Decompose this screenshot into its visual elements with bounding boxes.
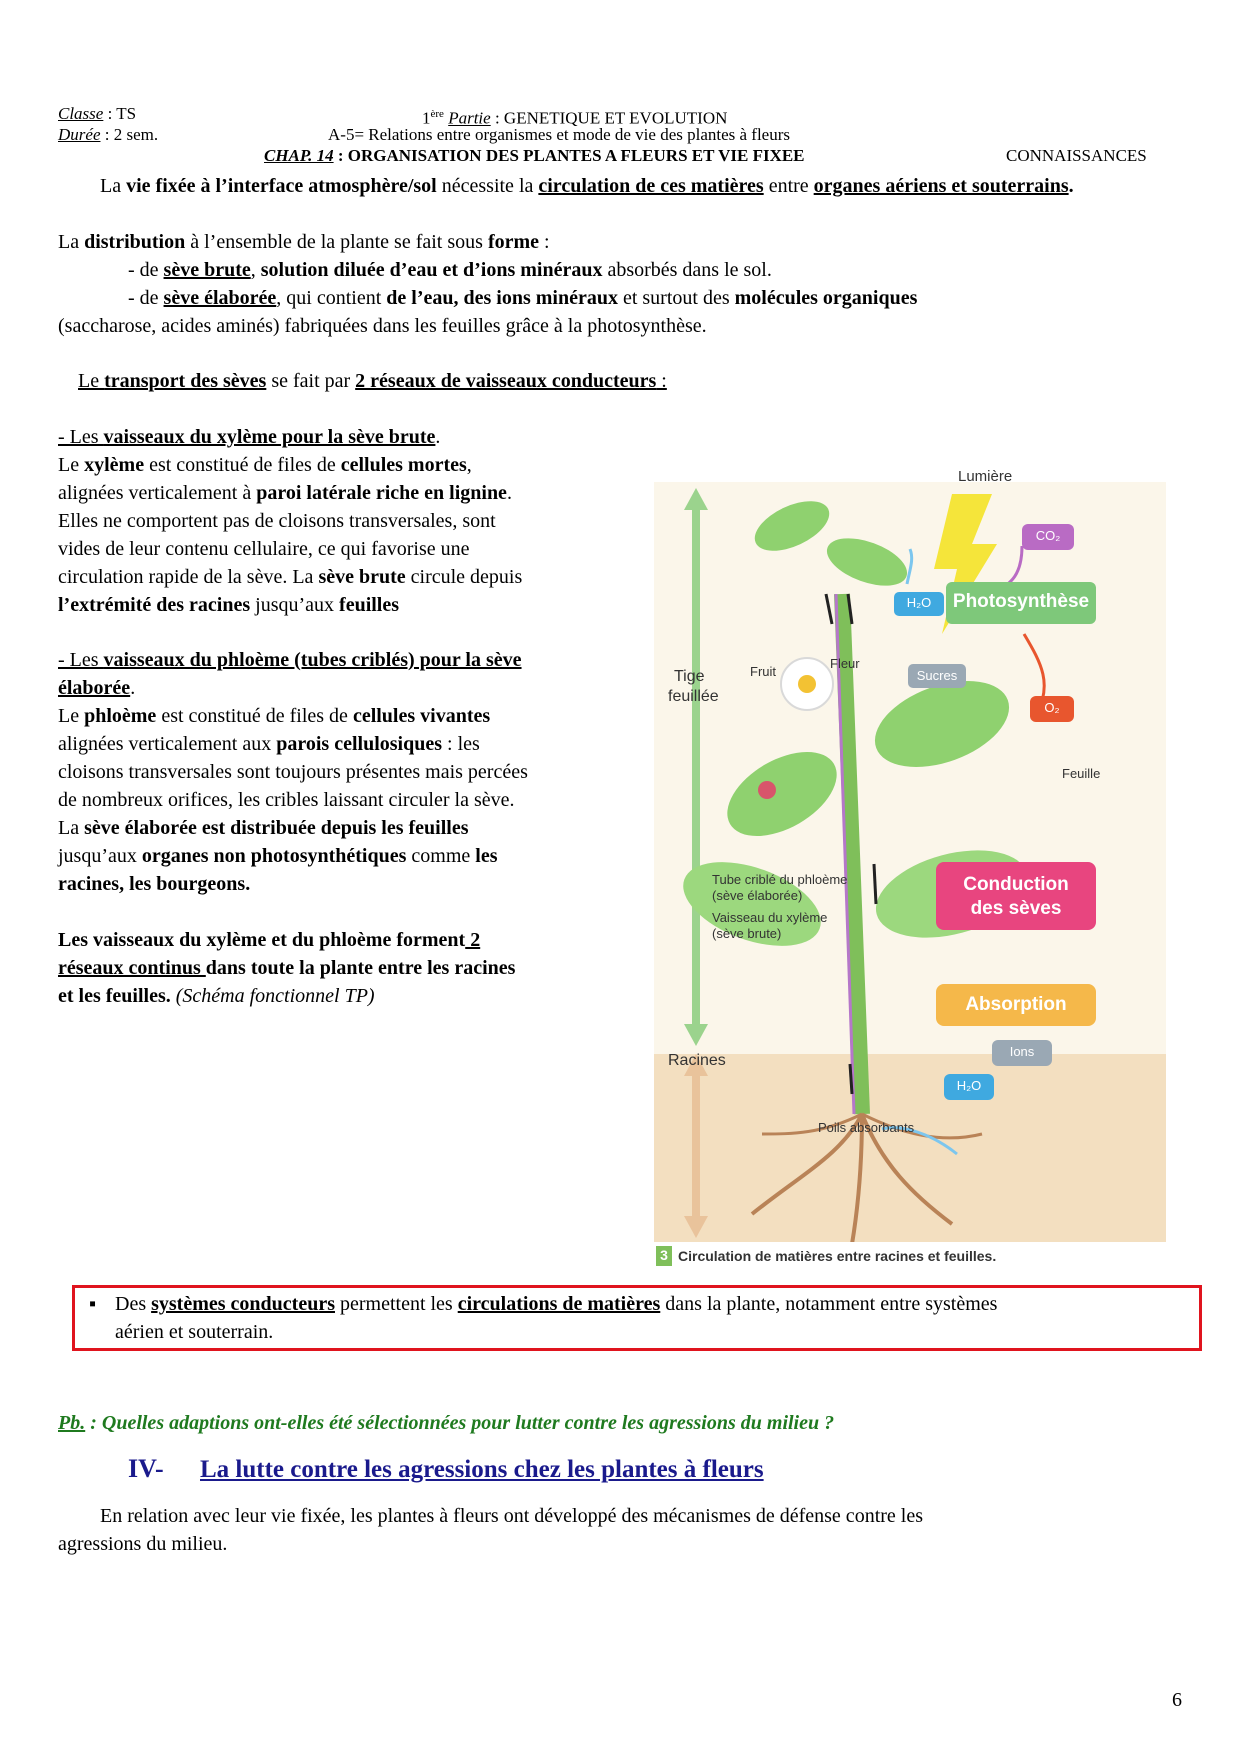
label-absorption: Absorption (965, 994, 1067, 1015)
section-title: La lutte contre les agressions chez les plantes à fleurs (200, 1456, 764, 1483)
summary-text: Des systèmes conducteurs permettent les circulations de matières dans la plante, notamment entre systèmes aérien et souterrain. (115, 1293, 998, 1343)
label-vaisseau: Vaisseau du xylème (712, 910, 828, 925)
label-feuille: Feuille (1062, 766, 1101, 781)
phloem-section: - Les vaisseaux du phloème (tubes criblés) pour la sève élaborée. Le phloème est constitué de files de cellules vivantes alignées verticalement aux parois cellulosiques : les cloisons transversales sont toujours présentes mais percées de nombreux orifices, les cribles laissant circuler la sève. La sève élaborée est distribuée depuis les feuilles jusqu’aux organes non photosynthétiques comme les racines, les bourgeons. (58, 646, 638, 898)
xylem-section: - Les vaisseaux du xylème pour la sève brute. Le xylème est constitué de files de cellules mortes, alignées verticalement à paroi latérale riche en lignine. Elles ne comportent pas de cloisons transversales, sont vides de leur contenu cellulaire, ce qui favorise une circulation rapide de la sève. La sève brute circule depuis l’extrémité des racines jusqu’aux feuilles (58, 423, 638, 619)
label-tube: Tube criblé du phloème (712, 872, 848, 887)
soil (654, 1054, 1166, 1242)
label-photosynthese: Photosynthèse (952, 591, 1090, 612)
label-co2: CO₂ (1035, 528, 1061, 543)
header-subtitle: A-5= Relations entre organismes et mode de vie des plantes à fleurs (328, 125, 791, 144)
intro-paragraph: La vie fixée à l’interface atmosphère/sol nécessite la circulation de ces matières entre organes aériens et souterrains. (100, 175, 1074, 197)
plant-diagram (652, 468, 1178, 1272)
label-ions: Ions (1009, 1044, 1035, 1059)
distribution-line: La distribution à l’ensemble de la plante se fait sous forme : (58, 231, 550, 253)
closing-line-2: agressions du milieu. (58, 1533, 228, 1555)
label-conduction: Conduction (963, 874, 1069, 895)
label-fleur: Fleur (830, 656, 860, 671)
phloem-title: - Les vaisseaux du phloème (tubes criblés) pour la sève (58, 649, 522, 671)
seve-elaboree-item: - de sève élaborée, qui contient de l’eau, des ions minéraux et surtout des molécules organiques (128, 287, 918, 309)
summary-bullet: ▪ (89, 1293, 97, 1315)
networks-paragraph: Les vaisseaux du xylème et du phloème forment 2 réseaux continus dans toute la plante entre les racines et les feuilles. (Schéma fonctionnel TP) (58, 929, 516, 1007)
chapter-title: CHAP. 14 : ORGANISATION DES PLANTES A FLEURS ET VIE FIXEE (264, 146, 805, 165)
label-lumiere: Lumière (958, 468, 1013, 485)
diagram-caption: Circulation de matières entre racines et feuilles. (678, 1248, 997, 1264)
label-feuillee: feuillée (668, 688, 719, 705)
seve-brute-item: - de sève brute, solution diluée d’eau et d’ions minéraux absorbés dans le sol. (128, 259, 772, 281)
label-racines: Racines (668, 1052, 726, 1069)
label-sucres: Sucres (916, 668, 958, 683)
closing-line-1: En relation avec leur vie fixée, les plantes à fleurs ont développé des mécanismes de défense contre les (100, 1505, 923, 1527)
header-partie: 1ère Partie : GENETIQUE ET EVOLUTION (422, 108, 728, 128)
label-vaisseau-sub: (sève brute) (712, 926, 782, 941)
label-fruit: Fruit (750, 664, 776, 679)
page-number: 6 (1172, 1689, 1182, 1711)
label-h2o-bottom: H₂O (956, 1078, 982, 1093)
label-des-seves: des sèves (970, 898, 1062, 919)
seve-elaboree-item-cont: (saccharose, acides aminés) fabriquées dans les feuilles grâce à la photosynthèse. (58, 315, 707, 337)
label-h2o-top: H₂O (906, 595, 932, 610)
problem-statement: Pb. : Quelles adaptions ont-elles été sélectionnées pour lutter contre les agressions du milieu ? (58, 1412, 835, 1434)
arrow-down-icon (874, 864, 876, 904)
label-poils: Poils absorbants (818, 1120, 915, 1135)
transport-line: Le transport des sèves se fait par 2 réseaux de vaisseaux conducteurs : (78, 370, 667, 392)
label-tube-sub: (sève élaborée) (712, 888, 803, 903)
caption-number: 3 (660, 1247, 668, 1263)
connaissances-label: CONNAISSANCES (1006, 146, 1147, 165)
section-number: IV- (128, 1454, 164, 1483)
header-duree: Durée : 2 sem. (58, 125, 159, 144)
fruit (758, 781, 776, 799)
summary-box (72, 1285, 1202, 1351)
label-tige: Tige (674, 668, 705, 685)
xylem-title: - Les vaisseaux du xylème pour la sève brute. (58, 426, 441, 448)
header-classe: Classe : TS (58, 104, 137, 123)
label-o2: O₂ (1044, 700, 1060, 715)
arrow-up-icon (850, 1064, 852, 1094)
